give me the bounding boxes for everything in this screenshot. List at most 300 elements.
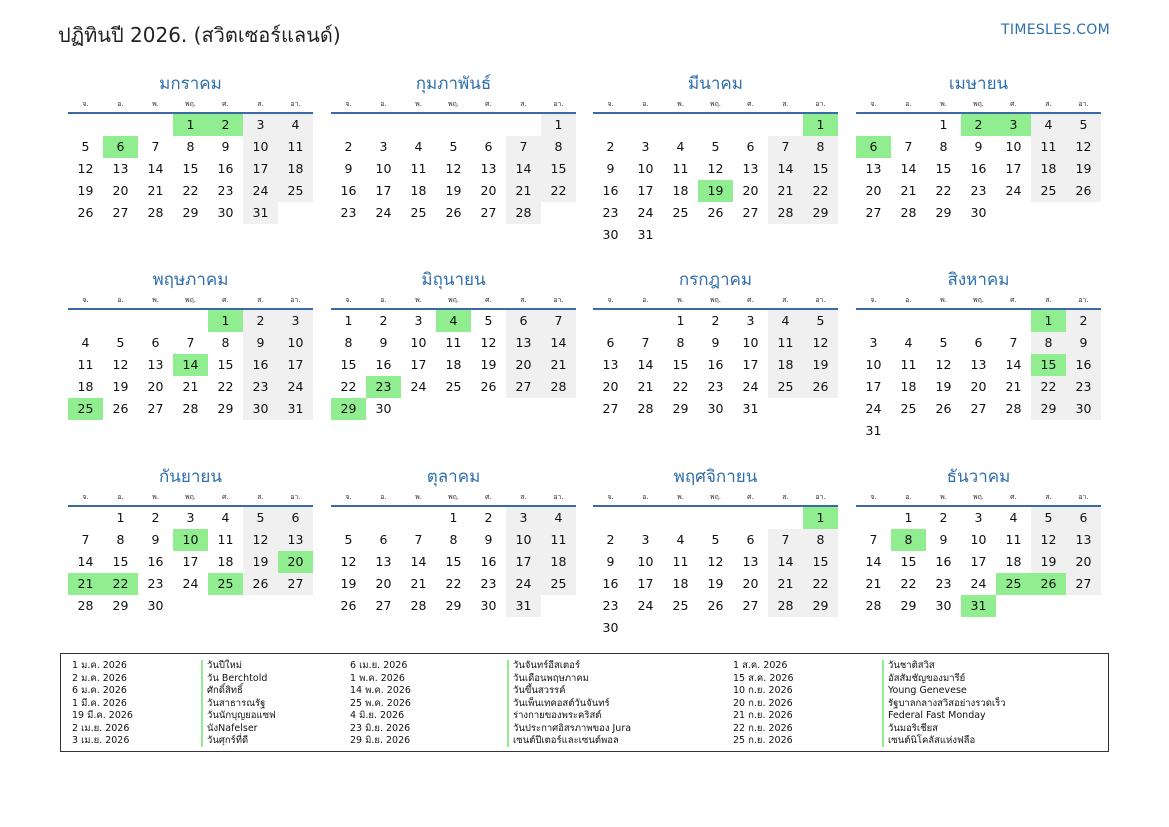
day-cell: 5 [344, 532, 353, 547]
weekday-label: ศ. [485, 100, 492, 108]
day-cell: 5 [711, 139, 720, 154]
day-cell: 12 [1066, 136, 1101, 158]
month-name: ธันวาคม [946, 467, 1011, 487]
day-cell: 23 [340, 205, 357, 220]
day-cell: 5 [81, 139, 90, 154]
weekday-header [331, 489, 576, 507]
weekday-label: จ. [870, 296, 877, 304]
day-cell: 30 [602, 227, 619, 242]
day-cell: 3 [974, 510, 983, 525]
weekday-label: อ. [380, 493, 387, 501]
day-cell: 13 [742, 554, 759, 569]
day-cell: 15 [672, 357, 689, 372]
day-grid [331, 310, 576, 420]
day-cell: 17 [410, 357, 427, 372]
day-cell: 25 [900, 401, 917, 416]
weekday-header [593, 489, 838, 507]
day-cell: 5 [243, 507, 278, 529]
day-cell: 11 [672, 161, 689, 176]
holiday-name: เซนต์ปีเตอร์และเซนต์พอล [513, 735, 619, 746]
day-cell: 14 [637, 357, 654, 372]
day-cell: 15 [541, 158, 576, 180]
day-cell: 8 [449, 532, 458, 547]
day-cell: 12 [935, 357, 952, 372]
day-cell: 21 [506, 180, 541, 202]
day-cell: 12 [1031, 529, 1066, 551]
weekday-label: อ. [117, 296, 124, 304]
day-cell: 12 [112, 357, 129, 372]
month-calendar [593, 72, 838, 246]
day-cell: 7 [1009, 335, 1018, 350]
day-cell: 8 [541, 136, 576, 158]
month-calendar [856, 465, 1101, 617]
day-cell: 24 [182, 576, 199, 591]
day-cell: 28 [147, 205, 164, 220]
day-cell: 17 [1005, 161, 1022, 176]
day-grid [593, 310, 838, 420]
weekday-label: ส. [782, 493, 789, 501]
day-cell: 9 [344, 161, 353, 176]
holiday-day-cell: 1 [208, 310, 243, 332]
holiday-date: 10 ก.ย. 2026 [733, 685, 793, 696]
holiday-day-cell: 20 [278, 551, 313, 573]
day-cell: 11 [1031, 136, 1066, 158]
month-name: ตุลาคม [426, 467, 481, 487]
day-cell: 27 [970, 401, 987, 416]
weekday-label: ศ. [747, 493, 754, 501]
empty-cell [996, 310, 1031, 332]
holiday-name: รัฐบาลกลางสวิสอย่างรวดเร็ว [888, 697, 1006, 709]
weekday-header [68, 489, 313, 507]
weekday-header [593, 96, 838, 114]
day-cell: 18 [768, 354, 803, 376]
empty-cell [698, 507, 733, 529]
day-cell: 21 [900, 183, 917, 198]
day-cell: 16 [147, 554, 164, 569]
holiday-day-cell: 21 [68, 573, 103, 595]
holiday-day-cell: 8 [891, 529, 926, 551]
day-cell: 31 [637, 227, 654, 242]
day-cell: 12 [445, 161, 462, 176]
holiday-date: 4 มิ.ย. 2026 [350, 710, 405, 721]
day-cell: 21 [541, 354, 576, 376]
day-cell: 27 [278, 573, 313, 595]
day-cell: 26 [707, 598, 724, 613]
holiday-name: นังNafelser [207, 722, 258, 734]
day-grid [68, 507, 313, 617]
day-cell: 20 [742, 576, 759, 591]
day-cell: 13 [865, 161, 882, 176]
month-name: กรกฎาคม [678, 270, 753, 290]
holiday-date: 1 มี.ค. 2026 [72, 697, 127, 709]
weekday-label: ส. [520, 493, 527, 501]
weekday-label: จ. [82, 100, 89, 108]
day-cell: 20 [602, 379, 619, 394]
day-cell: 1 [116, 510, 125, 525]
empty-cell [401, 507, 436, 529]
day-cell: 7 [641, 335, 650, 350]
weekday-label: พ. [677, 493, 684, 501]
day-cell: 30 [375, 401, 392, 416]
weekday-label: พ. [415, 296, 422, 304]
day-cell: 28 [506, 202, 541, 224]
day-cell: 15 [803, 551, 838, 573]
weekday-label: พ. [940, 296, 947, 304]
weekday-label: ส. [1045, 493, 1052, 501]
weekday-label: ศ. [485, 296, 492, 304]
day-cell: 4 [676, 139, 685, 154]
holiday-name: อัสสัมชัญของมารีย์ [888, 672, 966, 684]
day-cell: 21 [147, 183, 164, 198]
day-cell: 8 [221, 335, 230, 350]
day-cell: 16 [480, 554, 497, 569]
day-cell: 30 [480, 598, 497, 613]
empty-cell [768, 114, 803, 136]
day-cell: 17 [865, 379, 882, 394]
day-cell: 20 [147, 379, 164, 394]
day-cell: 6 [1066, 507, 1101, 529]
day-cell: 27 [865, 205, 882, 220]
day-cell: 4 [221, 510, 230, 525]
day-cell: 9 [606, 554, 615, 569]
month-name: เมษายน [948, 74, 1009, 94]
empty-cell [628, 114, 663, 136]
day-cell: 24 [375, 205, 392, 220]
day-cell: 13 [506, 332, 541, 354]
holiday-names-column [207, 660, 276, 748]
day-cell: 3 [641, 532, 650, 547]
day-cell: 4 [676, 532, 685, 547]
holiday-date: 2 ม.ค. 2026 [72, 672, 127, 684]
day-cell: 6 [746, 532, 755, 547]
weekday-label: อ. [380, 100, 387, 108]
day-cell: 27 [602, 401, 619, 416]
day-cell: 6 [974, 335, 983, 350]
holiday-date: 22 ก.ย. 2026 [733, 722, 793, 734]
day-cell: 18 [1031, 158, 1066, 180]
holiday-name: ศักดิ์สิทธิ์ [207, 685, 243, 696]
empty-cell [68, 114, 103, 136]
day-cell: 27 [1066, 573, 1101, 595]
holiday-date: 15 ส.ค. 2026 [733, 672, 794, 684]
day-cell: 14 [147, 161, 164, 176]
holiday-day-cell: 2 [961, 114, 996, 136]
day-cell: 1 [904, 510, 913, 525]
day-cell: 2 [606, 139, 615, 154]
day-cell: 20 [375, 576, 392, 591]
empty-cell [926, 310, 961, 332]
day-cell: 25 [541, 573, 576, 595]
day-cell: 22 [900, 576, 917, 591]
day-cell: 30 [1066, 398, 1101, 420]
holiday-day-cell: 25 [68, 398, 103, 420]
day-cell: 8 [116, 532, 125, 547]
holiday-name: Young Genevese [888, 685, 967, 696]
day-cell: 2 [151, 510, 160, 525]
weekday-label: อ. [642, 493, 649, 501]
weekday-label: พ. [940, 493, 947, 501]
day-cell: 13 [112, 161, 129, 176]
holiday-names-column [513, 660, 631, 748]
empty-cell [593, 507, 628, 529]
day-cell: 24 [506, 573, 541, 595]
day-cell: 17 [182, 554, 199, 569]
day-cell: 29 [803, 595, 838, 617]
day-cell: 8 [939, 139, 948, 154]
day-cell: 15 [445, 554, 462, 569]
day-cell: 11 [410, 161, 427, 176]
weekday-label: อา. [290, 493, 301, 501]
weekday-label: พฤ. [184, 100, 197, 108]
day-cell: 10 [278, 332, 313, 354]
holiday-day-cell: 1 [1031, 310, 1066, 332]
weekday-label: จ. [607, 296, 614, 304]
day-cell: 10 [506, 529, 541, 551]
day-cell: 19 [480, 357, 497, 372]
day-cell: 14 [865, 554, 882, 569]
month-calendar [593, 465, 838, 639]
day-cell: 19 [112, 379, 129, 394]
holiday-name: วัน Berchtold [207, 672, 268, 684]
day-cell: 22 [803, 573, 838, 595]
month-calendar [68, 268, 313, 420]
holiday-day-cell: 26 [1031, 573, 1066, 595]
day-cell: 18 [1005, 554, 1022, 569]
weekday-label: พฤ. [972, 493, 985, 501]
day-cell: 18 [445, 357, 462, 372]
day-cell: 16 [602, 576, 619, 591]
day-cell: 29 [672, 401, 689, 416]
weekday-label: จ. [607, 493, 614, 501]
day-cell: 22 [803, 180, 838, 202]
day-cell: 25 [1031, 180, 1066, 202]
weekday-label: อา. [290, 296, 301, 304]
empty-cell [103, 114, 138, 136]
day-cell: 30 [147, 598, 164, 613]
weekday-label: ส. [257, 100, 264, 108]
day-cell: 18 [672, 576, 689, 591]
day-grid [856, 114, 1101, 224]
day-cell: 5 [484, 313, 493, 328]
day-cell: 11 [541, 529, 576, 551]
day-cell: 15 [217, 357, 234, 372]
day-cell: 15 [900, 554, 917, 569]
empty-cell [961, 310, 996, 332]
day-cell: 8 [803, 136, 838, 158]
empty-cell [68, 507, 103, 529]
day-cell: 12 [707, 554, 724, 569]
weekday-label: ศ. [222, 493, 229, 501]
weekday-label: อ. [905, 100, 912, 108]
holiday-day-cell: 6 [856, 136, 891, 158]
holiday-day-cell: 22 [103, 573, 138, 595]
day-cell: 27 [375, 598, 392, 613]
day-cell: 28 [768, 202, 803, 224]
holiday-day-cell: 1 [173, 114, 208, 136]
holiday-divider [882, 660, 884, 747]
day-cell: 7 [186, 335, 195, 350]
day-cell: 19 [77, 183, 94, 198]
weekday-label: จ. [82, 296, 89, 304]
day-cell: 14 [77, 554, 94, 569]
day-cell: 26 [77, 205, 94, 220]
day-cell: 10 [375, 161, 392, 176]
day-cell: 23 [602, 205, 619, 220]
day-cell: 4 [541, 507, 576, 529]
holiday-dates-column [350, 660, 411, 748]
day-cell: 3 [186, 510, 195, 525]
weekday-label: พ. [152, 296, 159, 304]
month-name: พฤษภาคม [152, 270, 229, 290]
weekday-label: อ. [642, 100, 649, 108]
day-cell: 10 [970, 532, 987, 547]
day-cell: 25 [278, 180, 313, 202]
day-cell: 7 [541, 310, 576, 332]
day-cell: 29 [445, 598, 462, 613]
day-cell: 10 [865, 357, 882, 372]
weekday-label: พฤ. [972, 100, 985, 108]
weekday-label: อา. [815, 296, 826, 304]
day-cell: 17 [970, 554, 987, 569]
weekday-label: จ. [607, 100, 614, 108]
empty-cell [628, 310, 663, 332]
day-grid [593, 507, 838, 639]
holiday-day-cell: 3 [996, 114, 1031, 136]
day-grid [68, 310, 313, 420]
month-name: กันยายน [158, 467, 222, 487]
weekday-label: ศ. [1010, 493, 1017, 501]
day-cell: 10 [742, 335, 759, 350]
day-cell: 24 [637, 598, 654, 613]
day-grid [68, 114, 313, 224]
weekday-label: ส. [1045, 296, 1052, 304]
weekday-label: ส. [520, 296, 527, 304]
weekday-label: จ. [345, 100, 352, 108]
weekday-label: อา. [1078, 493, 1089, 501]
weekday-header [856, 489, 1101, 507]
day-cell: 16 [375, 357, 392, 372]
day-cell: 20 [1066, 551, 1101, 573]
month-calendar [593, 268, 838, 420]
holiday-day-cell: 14 [173, 354, 208, 376]
holiday-name: วันเพ็นเทคอสต์วันจันทร์ [513, 697, 610, 709]
day-cell: 12 [480, 335, 497, 350]
day-cell: 23 [602, 598, 619, 613]
day-cell: 27 [742, 205, 759, 220]
day-cell: 2 [243, 310, 278, 332]
empty-cell [628, 507, 663, 529]
weekday-label: อา. [815, 493, 826, 501]
site-link[interactable]: TIMESLES.COM [1001, 22, 1110, 38]
day-cell: 12 [340, 554, 357, 569]
day-cell: 28 [541, 376, 576, 398]
day-cell: 23 [147, 576, 164, 591]
month-name: มีนาคม [688, 74, 743, 94]
day-cell: 14 [768, 158, 803, 180]
day-cell: 19 [935, 379, 952, 394]
day-cell: 17 [637, 576, 654, 591]
weekday-label: จ. [870, 493, 877, 501]
day-cell: 11 [672, 554, 689, 569]
day-cell: 9 [711, 335, 720, 350]
empty-cell [768, 507, 803, 529]
day-cell: 25 [672, 598, 689, 613]
day-cell: 13 [480, 161, 497, 176]
month-calendar [68, 465, 313, 617]
day-cell: 15 [112, 554, 129, 569]
day-cell: 22 [1031, 376, 1066, 398]
day-cell: 11 [278, 136, 313, 158]
day-cell: 24 [637, 205, 654, 220]
day-cell: 5 [711, 532, 720, 547]
day-cell: 21 [768, 573, 803, 595]
holiday-name: วันขึ้นสวรรค์ [513, 685, 566, 696]
day-cell: 21 [865, 576, 882, 591]
day-cell: 20 [865, 183, 882, 198]
weekday-header [856, 96, 1101, 114]
day-cell: 22 [445, 576, 462, 591]
holiday-day-cell: 2 [208, 114, 243, 136]
day-cell: 29 [112, 598, 129, 613]
day-cell: 24 [970, 576, 987, 591]
day-cell: 13 [1066, 529, 1101, 551]
weekday-label: อา. [553, 493, 564, 501]
day-cell: 9 [221, 139, 230, 154]
day-cell: 13 [970, 357, 987, 372]
day-cell: 22 [541, 180, 576, 202]
weekday-label: อา. [553, 100, 564, 108]
day-cell: 10 [410, 335, 427, 350]
weekday-label: พฤ. [184, 493, 197, 501]
day-cell: 23 [480, 576, 497, 591]
day-cell: 3 [746, 313, 755, 328]
day-cell: 30 [243, 398, 278, 420]
weekday-label: ศ. [222, 100, 229, 108]
day-cell: 15 [182, 161, 199, 176]
day-cell: 17 [278, 354, 313, 376]
day-cell: 11 [77, 357, 94, 372]
day-cell: 7 [151, 139, 160, 154]
day-cell: 7 [414, 532, 423, 547]
day-cell: 19 [340, 576, 357, 591]
day-cell: 11 [1005, 532, 1022, 547]
day-grid [593, 114, 838, 246]
weekday-header [331, 292, 576, 310]
empty-cell [733, 507, 768, 529]
day-cell: 22 [217, 379, 234, 394]
day-cell: 17 [637, 183, 654, 198]
weekday-header [68, 96, 313, 114]
day-cell: 26 [340, 598, 357, 613]
day-cell: 22 [672, 379, 689, 394]
day-cell: 19 [1066, 158, 1101, 180]
day-cell: 23 [707, 379, 724, 394]
weekday-label: อ. [380, 296, 387, 304]
empty-cell [173, 310, 208, 332]
month-calendar [331, 72, 576, 224]
holiday-divider [507, 660, 509, 747]
day-cell: 19 [243, 551, 278, 573]
empty-cell [331, 507, 366, 529]
day-cell: 8 [186, 139, 195, 154]
empty-cell [68, 310, 103, 332]
weekday-label: อ. [905, 296, 912, 304]
holiday-list [60, 653, 1109, 752]
weekday-label: ส. [782, 100, 789, 108]
weekday-label: อ. [905, 493, 912, 501]
day-cell: 25 [672, 205, 689, 220]
weekday-label: ส. [782, 296, 789, 304]
